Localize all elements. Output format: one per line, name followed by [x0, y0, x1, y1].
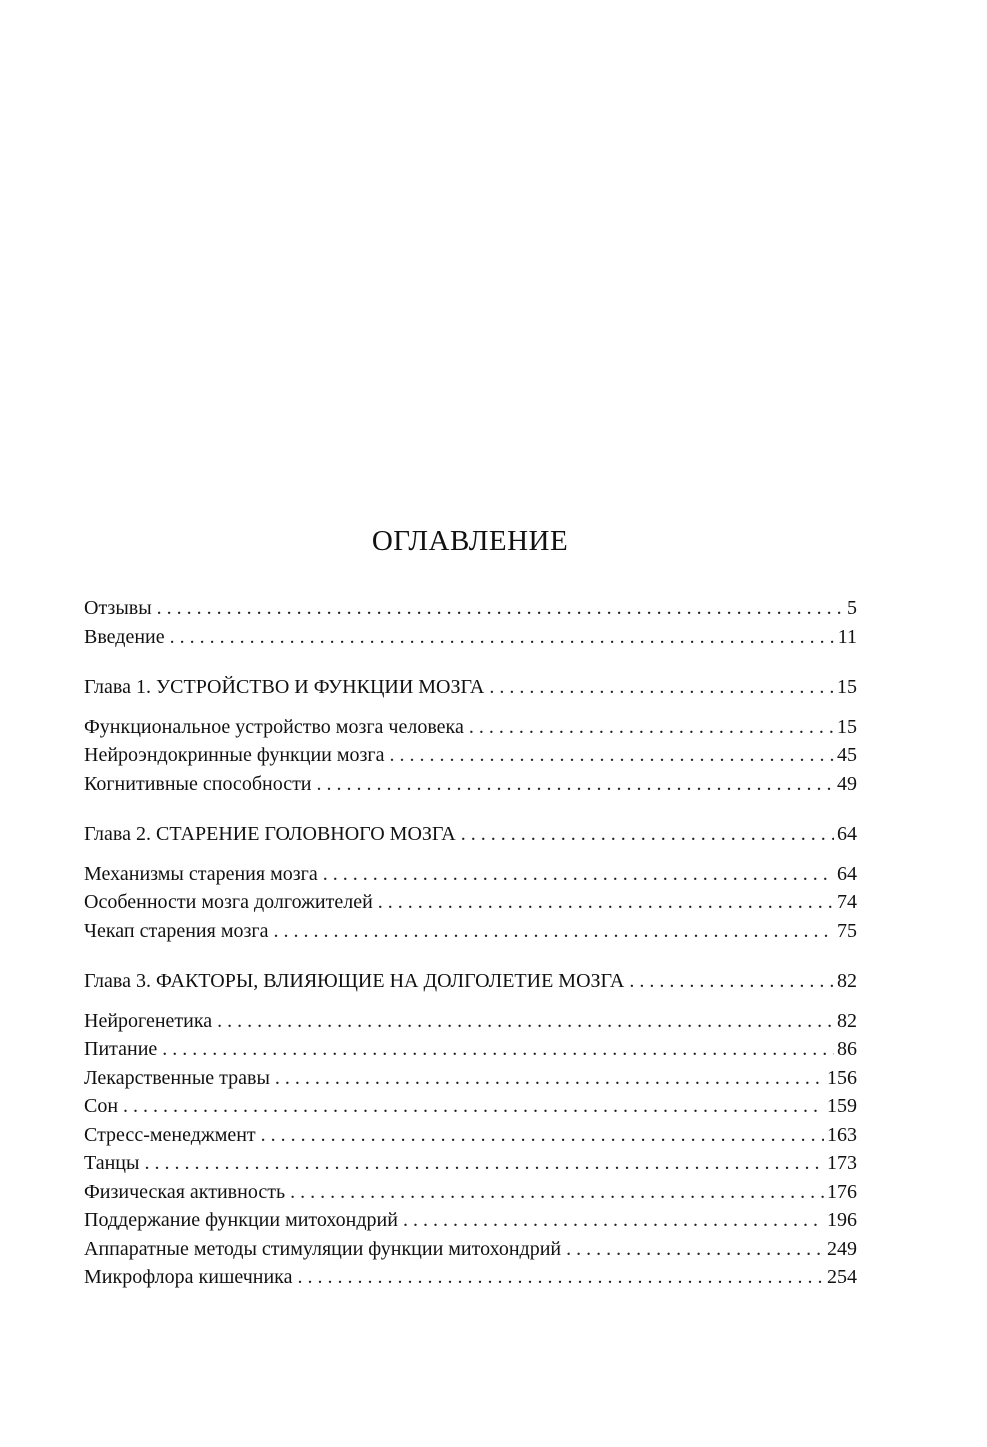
toc-page-number: 82 — [837, 970, 857, 992]
toc-entry[interactable] — [84, 1092, 857, 1121]
dot-leader — [403, 1206, 824, 1235]
toc-entry[interactable] — [84, 1121, 857, 1150]
toc-page-number: 45 — [837, 744, 857, 766]
front-matter — [84, 594, 857, 651]
dot-leader — [489, 673, 834, 702]
toc-page-number: 5 — [847, 597, 857, 619]
dot-leader — [123, 1092, 824, 1121]
chapter-3 — [84, 967, 857, 1292]
toc-entry-label: Когнитивные способности — [84, 772, 312, 795]
toc-page-number: 64 — [837, 862, 857, 885]
toc-entry[interactable] — [84, 741, 857, 770]
toc-entry-label: Механизмы старения мозга — [84, 862, 318, 885]
toc-page-number: 49 — [837, 772, 857, 795]
toc-entry-label: Физическая активность — [84, 1180, 286, 1203]
toc-page-number: 249 — [827, 1237, 857, 1260]
toc-page-number: 15 — [837, 676, 857, 698]
dot-leader — [144, 1149, 824, 1178]
toc-entry[interactable] — [84, 1064, 857, 1093]
dot-leader — [461, 820, 834, 849]
toc-entry[interactable] — [84, 917, 857, 946]
toc-entry-label: Нейроэндокринные функции мозга — [84, 744, 385, 766]
dot-leader — [157, 594, 844, 623]
toc-page-number: 196 — [827, 1209, 857, 1231]
toc-entry[interactable] — [84, 770, 857, 799]
toc-entry-label: Микрофлора кишечника — [84, 1266, 293, 1288]
toc-page-number: 15 — [837, 715, 857, 738]
toc-entry-label: Сон — [84, 1095, 119, 1117]
toc-entry[interactable] — [84, 1007, 857, 1036]
toc-entry-label: Стресс-менеджмент — [84, 1123, 256, 1146]
dot-leader — [323, 860, 834, 889]
toc-entry[interactable] — [84, 594, 857, 623]
dot-leader — [629, 967, 834, 996]
chapter-heading[interactable] — [84, 673, 857, 702]
dot-leader — [170, 623, 835, 652]
dot-leader — [162, 1035, 834, 1064]
toc-entry[interactable] — [84, 1206, 857, 1235]
dot-leader — [275, 1064, 824, 1093]
dot-leader — [290, 1178, 824, 1207]
toc-entry-label: Введение — [84, 625, 165, 648]
toc-entry-label: Функциональное устройство мозга человека — [84, 715, 464, 738]
chapter-2 — [84, 820, 857, 945]
toc-entry-label: Чекап старения мозга — [84, 919, 269, 942]
toc-entry-label: Питание — [84, 1038, 158, 1060]
dot-leader — [566, 1235, 824, 1264]
toc-page-number: 82 — [837, 1009, 857, 1032]
toc-page-number: 159 — [827, 1095, 857, 1117]
toc-page-number: 254 — [827, 1266, 857, 1288]
toc-entry[interactable] — [84, 623, 857, 652]
toc-entry-label: Особенности мозга долгожителей — [84, 891, 373, 913]
toc-entry[interactable] — [84, 713, 857, 742]
toc-page-number: 173 — [827, 1152, 857, 1174]
toc-page-number: 11 — [837, 625, 857, 648]
toc-entry[interactable] — [84, 1035, 857, 1064]
toc-entry[interactable] — [84, 888, 857, 917]
toc-entry-label: Поддержание функции митохондрий — [84, 1209, 398, 1231]
toc-entry[interactable] — [84, 1263, 857, 1292]
chapter-heading-label: Глава 2. СТАРЕНИЕ ГОЛОВНОГО МОЗГА — [84, 823, 456, 845]
dot-leader — [378, 888, 834, 917]
page-title: ОГЛАВЛЕНИЕ — [371, 525, 569, 557]
toc-entry-label: Лекарственные травы — [84, 1066, 270, 1089]
toc-entry-label: Отзывы — [84, 597, 152, 619]
toc-page-number: 74 — [837, 891, 857, 913]
toc-entry[interactable] — [84, 860, 857, 889]
toc-entry[interactable] — [84, 1149, 857, 1178]
dot-leader — [217, 1007, 834, 1036]
chapter-1 — [84, 673, 857, 798]
chapter-heading[interactable] — [84, 967, 857, 996]
chapter-heading-label: Глава 3. ФАКТОРЫ, ВЛИЯЮЩИЕ НА ДОЛГОЛЕТИЕ МОЗГА — [84, 970, 625, 992]
toc-page-number: 156 — [827, 1066, 857, 1089]
toc-entry[interactable] — [84, 1178, 857, 1207]
chapter-heading-label: Глава 1. УСТРОЙСТВО И ФУНКЦИИ МОЗГА — [84, 676, 485, 698]
toc-page-number: 75 — [837, 919, 857, 942]
toc-page-number: 86 — [837, 1038, 857, 1060]
toc-page-number: 64 — [837, 823, 857, 845]
dot-leader — [273, 917, 834, 946]
toc-page-number: 176 — [827, 1180, 857, 1203]
chapter-heading[interactable] — [84, 820, 857, 849]
toc-entry-label: Танцы — [84, 1152, 140, 1174]
dot-leader — [469, 713, 834, 742]
toc-entry[interactable] — [84, 1235, 857, 1264]
dot-leader — [261, 1121, 824, 1150]
toc-entry-label: Аппаратные методы стимуляции функции митохондрий — [84, 1237, 562, 1260]
dot-leader — [317, 770, 834, 799]
table-of-contents — [84, 594, 857, 1292]
dot-leader — [390, 741, 835, 770]
toc-page-number: 163 — [827, 1123, 857, 1146]
toc-entry-label: Нейрогенетика — [84, 1009, 213, 1032]
dot-leader — [297, 1263, 824, 1292]
